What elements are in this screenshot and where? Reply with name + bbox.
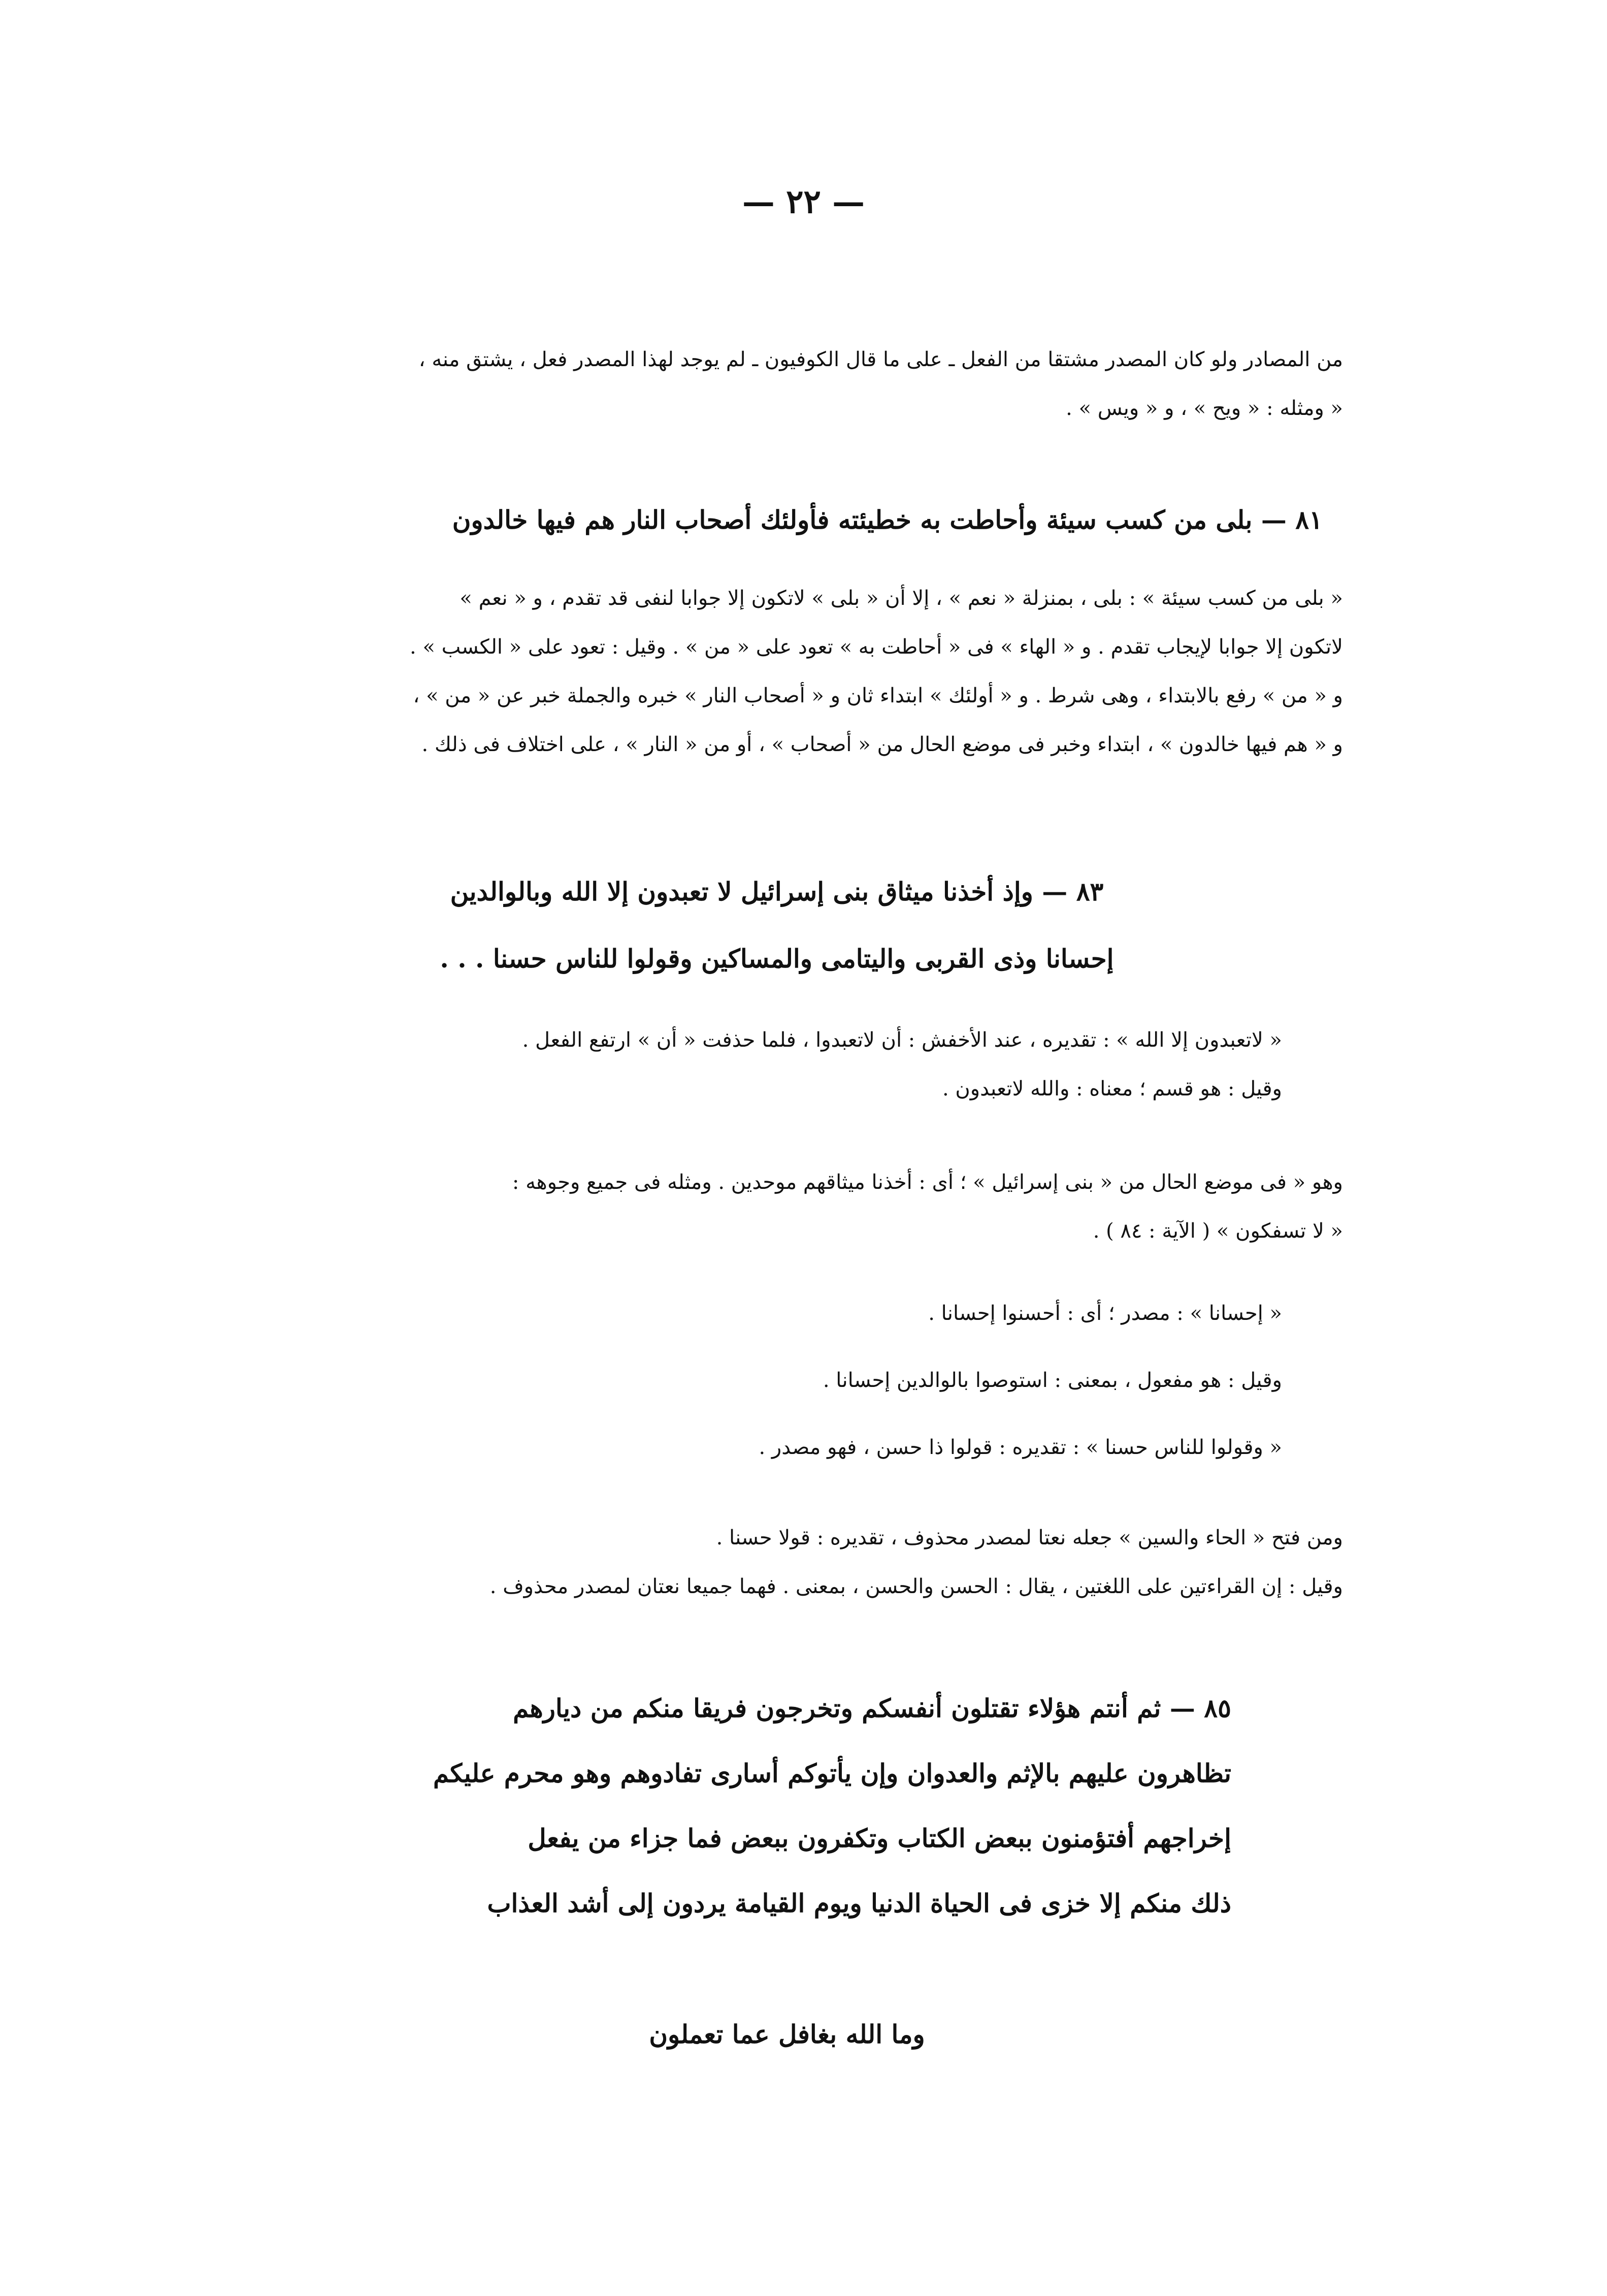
commentary-83d [261, 1513, 1343, 1611]
text-line: وقيل : هو قسم ؛ معناه : والله لاتعبدون . [942, 1077, 1282, 1101]
intro-paragraph [261, 335, 1343, 433]
verse-83 [345, 858, 1208, 992]
text-line: « إحسانا » : مصدر ؛ أى : أحسنوا إحسانا . [928, 1302, 1282, 1325]
text-line: « وقولوا للناس حسنا » : تقديره : قولوا ذا حسن ، فهو مصدر . [759, 1436, 1282, 1459]
text-line: وقيل : هو مفعول ، بمعنى : استوصوا بالوالدين إحسانا . [823, 1369, 1282, 1392]
text-line: و « من » رفع بالابتداء ، وهى شرط . و « أولئك » ابتداء ثان و « أصحاب النار » خبره والجملة خبر عن « من » ، [413, 684, 1343, 707]
text-line: من المصادر ولو كان المصدر مشتقا من الفعل ـ على ما قال الكوفيون ـ لم يوجد لهذا المصدر فعل ، يشتق منه ، [418, 348, 1343, 371]
commentary-83a [261, 1016, 1343, 1113]
verse-line: ٨١ — بلى من كسب سيئة وأحاطت به خطيئته فأولئك أصحاب النار هم فيها خالدون [452, 505, 1323, 535]
verse-line: إخراجهم أفتؤمنون ببعض الكتاب وتكفرون ببعض فما جزاء من يفعل [528, 1823, 1231, 1853]
verse-line: ٨٥ — ثم أنتم هؤلاء تقتلون أنفسكم وتخرجون فريقا منكم من ديارهم [513, 1693, 1231, 1723]
verse-81 [267, 488, 1323, 553]
verse-line: ذلك منكم إلا خزى فى الحياة الدنيا ويوم القيامة يردون إلى أشد العذاب [487, 1888, 1231, 1918]
verse-line: تظاهرون عليهم بالإثم والعدوان وإن يأتوكم أسارى تفادوهم وهو محرم عليكم [433, 1758, 1231, 1788]
verse-85-final-line [508, 2001, 1066, 2068]
commentary-81 [261, 574, 1343, 769]
verse-85 [368, 1676, 1231, 1936]
page-number: — ٢٢ — [742, 183, 865, 221]
verse-line: إحسانا وذى القربى واليتامى والمساكين وقولوا للناس حسنا . . . [440, 944, 1114, 974]
text-line: « لاتعبدون إلا الله » : تقديره ، عند الأخفش : أن لاتعبدوا ، فلما حذفت « أن » ارتفع الفعل . [522, 1028, 1282, 1052]
text-line: لاتكون إلا جوابا لإيجاب تقدم . و « الهاء » فى « أحاطت به » تعود على « من » . وقيل : تعود على « الكسب » . [410, 635, 1343, 659]
text-line: وهو « فى موضع الحال من « بنى إسرائيل » ؛ أى : أخذنا ميثاقهم موحدين . ومثله فى جميع وجوهه : [512, 1171, 1343, 1194]
text-line: « ومثله : « ويح » ، و « ويس » . [1066, 397, 1343, 420]
text-line: « لا تسفكون » ( الآية : ٨٤ ) . [1093, 1219, 1343, 1243]
commentary-83b [261, 1158, 1343, 1255]
text-line: وقيل : إن القراءتين على اللغتين ، يقال : الحسن والحسن ، بمعنى . فهما جميعا نعتان لمصدر محذوف . [489, 1575, 1343, 1598]
verse-line: ٨٣ — وإذ أخذنا ميثاق بنى إسرائيل لا تعبدون إلا الله وبالوالدين [450, 877, 1104, 907]
text-line: « بلى من كسب سيئة » : بلى ، بمنزلة « نعم » ، إلا أن « بلى » لاتكون إلا جوابا لنفى قد تقدم ، و « نعم » [460, 587, 1343, 610]
verse-line: وما الله بغافل عما تعملون [649, 2019, 925, 2049]
text-line: ومن فتح « الحاء والسين » جعله نعتا لمصدر محذوف ، تقديره : قولا حسنا . [716, 1526, 1343, 1549]
commentary-83c [261, 1280, 1343, 1481]
text-line: و « هم فيها خالدون » ، ابتداء وخبر فى موضع الحال من « أصحاب » ، أو من « النار » ، على اختلاف فى ذلك . [421, 733, 1343, 756]
